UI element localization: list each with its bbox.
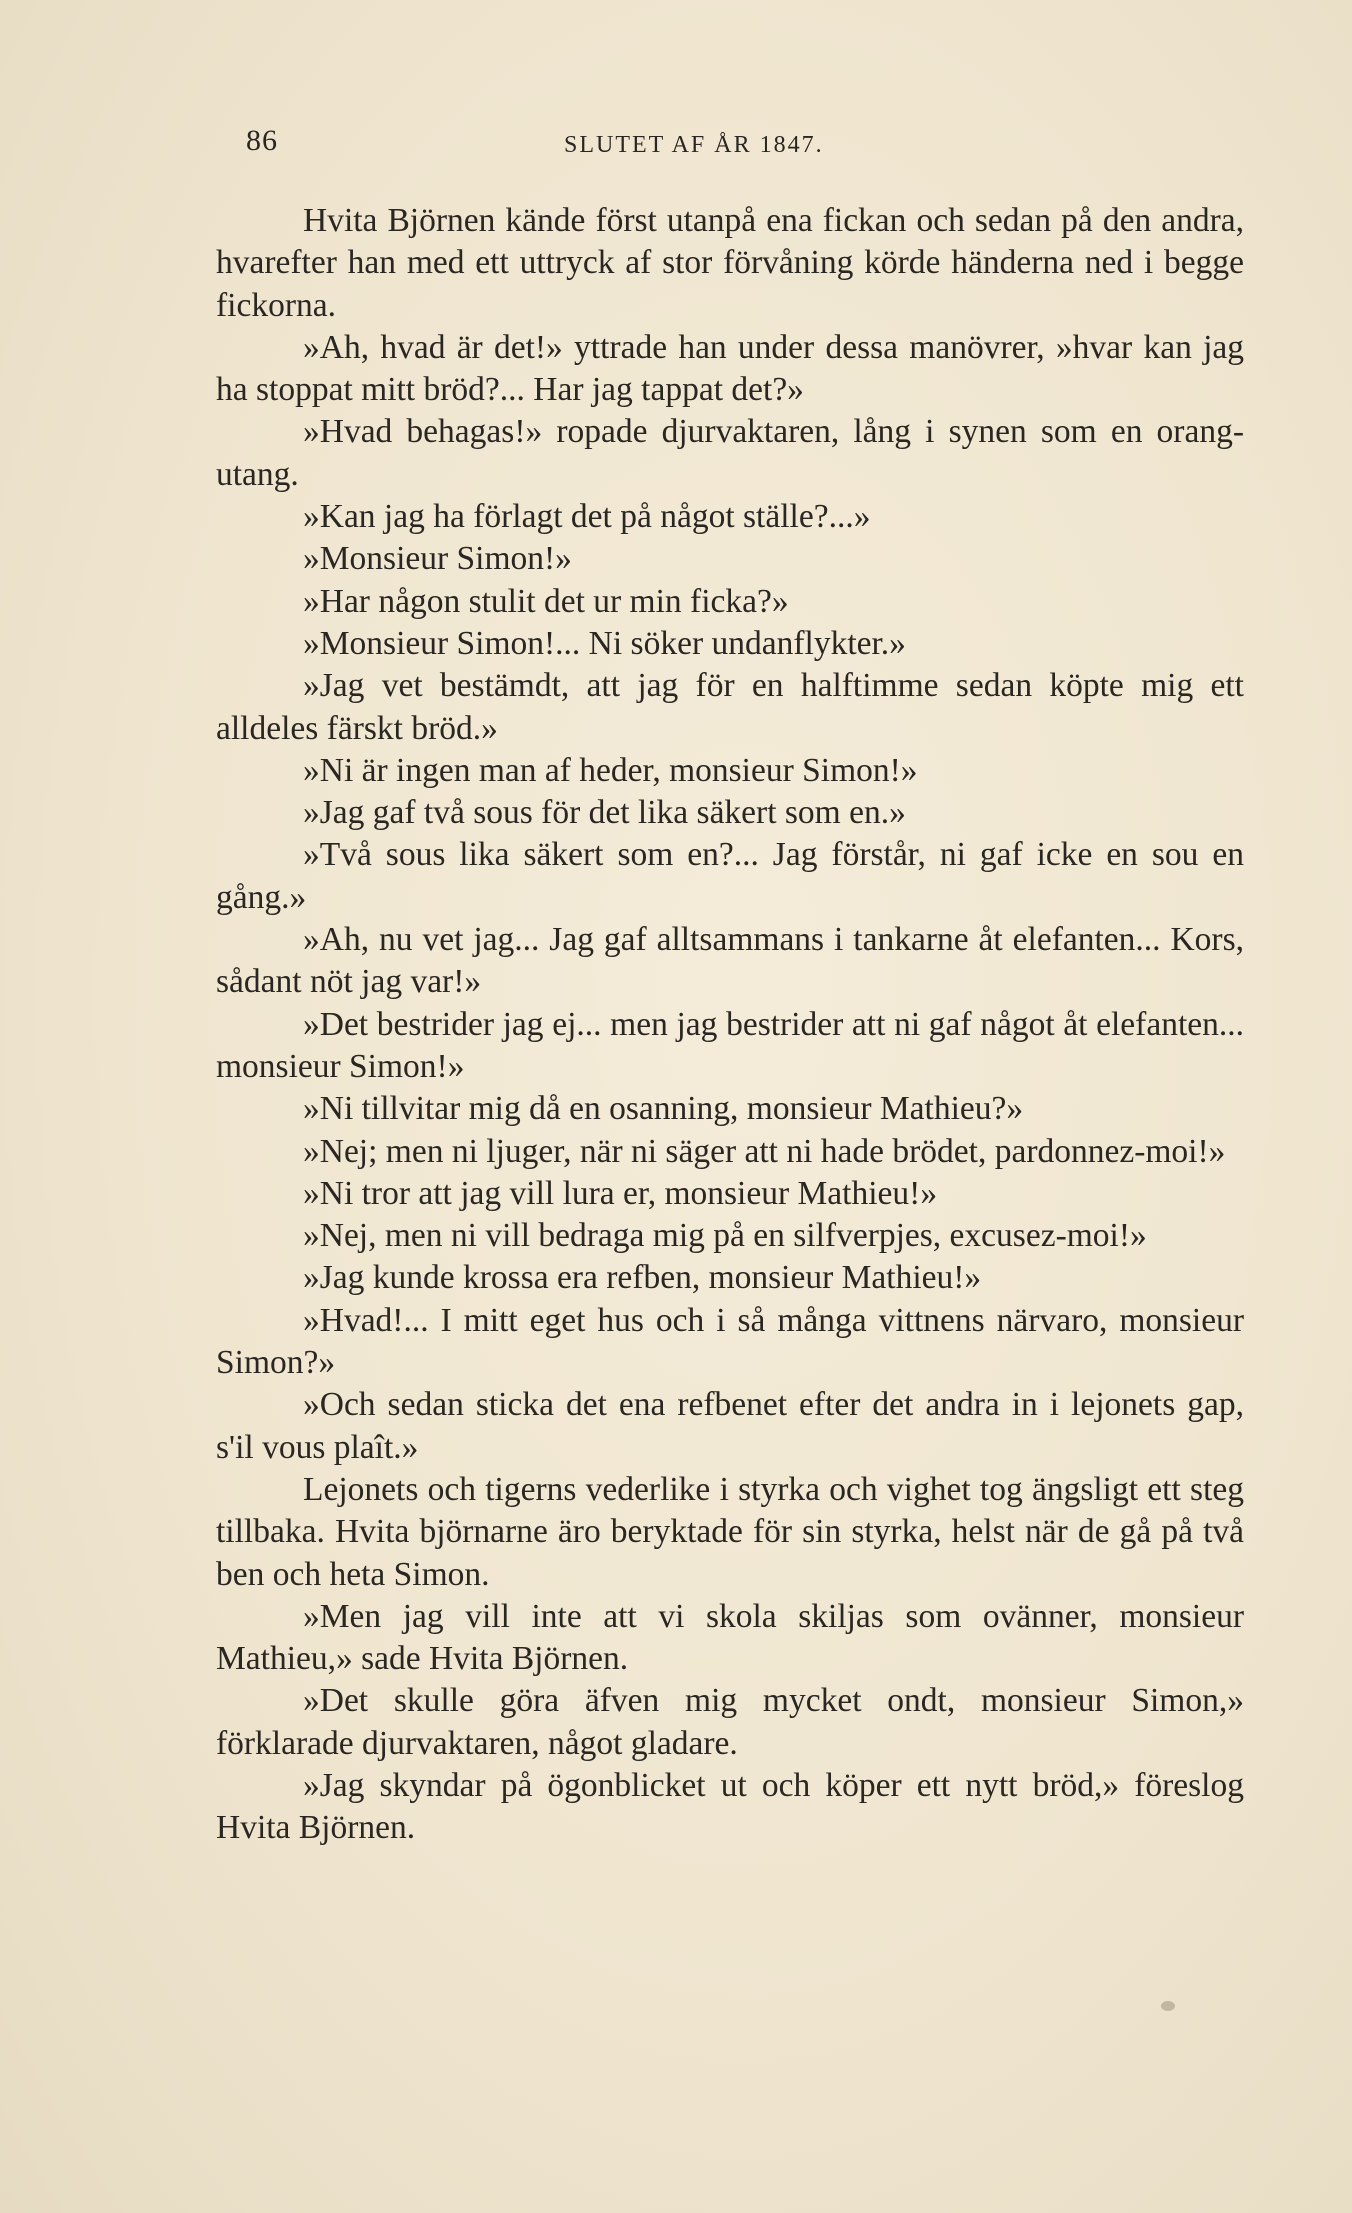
paragraph: »Hvad!... I mitt eget hus och i så många vittnens närvaro, monsieur Simon?» <box>216 1301 1244 1382</box>
paragraph: »Monsieur Simon!» <box>303 540 572 578</box>
paragraph: »Ah, nu vet jag... Jag gaf alltsammans i tankarne åt elefanten... Kors, sådant nöt jag var!» <box>216 921 1244 1001</box>
paragraph: »Jag gaf två sous för det lika säkert som en.» <box>303 794 906 832</box>
paper-speck <box>1161 2001 1175 2011</box>
page-header <box>246 124 1246 174</box>
paragraph: »Kan jag ha förlagt det på något ställe?...» <box>303 498 871 536</box>
paragraph: »Två sous lika säkert som en?... Jag förstår, ni gaf icke en sou en gång.» <box>216 836 1244 916</box>
paragraph: »Monsieur Simon!... Ni söker undanflykter.» <box>303 624 906 662</box>
paragraph: Hvita Björnen kände först utanpå ena fickan och sedan på den andra, hvarefter han med ett uttryck af stor förvåning körde händerna ned i begge fickorna. <box>216 202 1244 324</box>
paragraph: »Det skulle göra äfven mig mycket ondt, monsieur Simon,» förklarade djurvaktaren, något gladare. <box>216 1682 1244 1762</box>
paragraph: »Det bestrider jag ej... men jag bestrider att ni gaf något åt elefanten... monsieur Simon!» <box>216 1005 1244 1085</box>
running-head: SLUTET AF ÅR 1847. <box>564 132 824 158</box>
paragraph: »Jag kunde krossa era refben, monsieur Mathieu!» <box>303 1259 982 1297</box>
paragraph: »Jag vet bestämdt, att jag för en halftimme sedan köpte mig ett alldeles färskt bröd.» <box>216 667 1244 747</box>
paragraph: »Och sedan sticka det ena refbenet efter det andra in i lejonets gap, s'il vous plaît.» <box>216 1386 1244 1466</box>
body-text <box>216 200 1244 1850</box>
paragraph: Lejonets och tigerns vederlike i styrka och vighet tog ängsligt ett steg tillbaka. Hvita björnarne äro beryktade för sin styrka, helst när de gå på två ben och heta Simon. <box>216 1470 1244 1593</box>
paragraph: »Ni tillvitar mig då en osanning, monsieur Mathieu?» <box>303 1090 1024 1128</box>
paragraph: »Nej, men ni vill bedraga mig på en silfverpjes, excusez-moi!» <box>303 1217 1147 1255</box>
paragraph: »Nej; men ni ljuger, när ni säger att ni hade brödet, pardonnez-moi!» <box>303 1132 1226 1170</box>
paragraph: »Har någon stulit det ur min ficka?» <box>303 582 789 620</box>
paragraph: »Ah, hvad är det!» yttrade han under dessa manövrer, »hvar kan jag ha stoppat mitt bröd?... Har jag tappat det?» <box>216 328 1244 409</box>
page-number: 86 <box>246 124 278 157</box>
paragraph: »Hvad behagas!» ropade djurvaktaren, lång i synen som en orang-utang. <box>216 413 1244 493</box>
paragraph: »Jag skyndar på ögonblicket ut och köper ett nytt bröd,» föreslog Hvita Björnen. <box>216 1766 1244 1847</box>
paragraph: »Ni tror att jag vill lura er, monsieur Mathieu!» <box>303 1174 938 1212</box>
paragraph: »Ni är ingen man af heder, monsieur Simon!» <box>303 751 918 789</box>
paragraph: »Men jag vill inte att vi skola skiljas som ovänner, monsieur Mathieu,» sade Hvita Björnen. <box>216 1597 1244 1678</box>
